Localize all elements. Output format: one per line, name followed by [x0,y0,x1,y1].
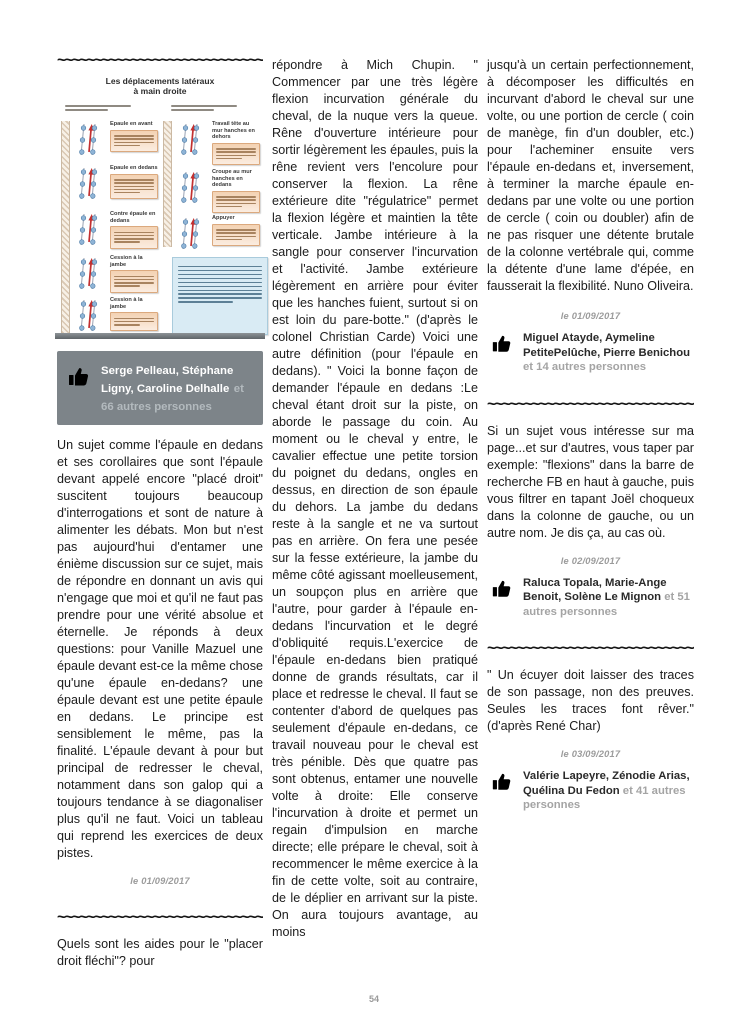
diagram-row [70,297,158,333]
likes-summary [491,769,694,813]
movement-label: Cession à la jambe [110,297,143,310]
column-1 [57,57,263,970]
article-paragraph: Un sujet comme l'épaule en dedans et ses corollaires que sont l'épaule devant appelé encore "placé droit" suscitent toujours beaucoup d'interrogations et sont de nature à alimenter les débats. Mon but n'est pas aujourd'hui d'entamer une énième discussion sur ce sujet, mais de répondre en donnant un avis qui n'engage que moi et qu'il ne faut pas prendre pour une vérité absolue et éternelle. Je réponds à deux questions: pour Vanille Mazuel une épaule devant est-ce la même chose qu'une épaule en-dedans? une épaule devant est une petite épaule en dedans. Le principe est sensiblement le même, pas la finalité. L'épaule devant à pour but principal de redresser le cheval, notamment dans son galop qui a toujours tendance à se diagonaliser plus qu'il ne faut. Voici un tableau qui reprend les exercices de deux pistes. [57,438,263,860]
article-paragraph: jusqu'à un certain perfectionnement, à décomposer les difficultés en incurvant d'abord le cheval sur une volte, ou une portion de cercle ( coin de manège, fin d'un doubler, etc.) pour l'acheminer ensuite vers l'épaule en-dedans et, inversement, à terminer la marche épaule en-dedans par une volte ou une portion de cercle ( coin ou doubler) afin de ne pas risquer une détente brutale de la colonne vertébrale qui, comme la détente d'une lame d'épée, en fausserait la flexibilité. Nuno Oliveira. [487,58,694,293]
column-2 [272,57,478,941]
likes-count: et 14 autres personnes [523,361,647,373]
movement-description-box [212,143,260,166]
diagram-row [172,215,260,251]
movement-label: Travail tête au mur hanches en dehors [212,121,255,140]
likes-count: et 41 autres personnes [523,784,686,811]
diagram-bottom-edge [55,333,265,339]
movement-label: Croupe au mur hanches en dedans [212,169,252,188]
arena-wall-right [163,121,172,247]
diagram-title: Les déplacements latéraux [105,76,215,86]
likes-summary [491,331,694,375]
column-3 [487,57,694,813]
diagram-row [70,211,158,249]
movement-label: Appuyer [212,215,235,221]
section-divider [57,57,263,65]
thumbs-up-icon [491,333,513,355]
horse-track-figure-icon [172,169,208,205]
article-paragraph: répondre à Mich Chupin. " Commencer par une très légère flexion incurvation générale du cheval, de la nuque vers la queue. Rêne d'ouverture intérieure pour sortir légèrement les épaules, puis la rêne revient vers l'encolure pour conserver la flexion. La rêne extérieure dite "régulatrice" permet la flexion légère et maintien la tête verticale. Jambe intérieure à la sangle pour conserver l'incurvation et l'activité. Jambe extérieure légèrement en arrière pour éviter que les hanches fuient, surtout si on est loin du pare-botte." (d'après le colonel Christian Carde) Voici une autre définition (pour l'épaule en dedans). " Voici la bonne façon de demander l'épaule en dedans :Le cheval étant droit sur la piste, on aborde le passage du coin. Au moment ou le cheval y entre, le cavalier effectue une petite torsion du poignet du dedans, ongles en dessus, en direction de son épaule du dehors. La jambe du dedans reste à la sangle et ne va surtout pas en arrière. On fera une pesée sur la fesse extérieure, la jambe du même côté agissant moelleusement, un soupçon plus en arrière que l'autre, pour garder à l'épaule en-dedans l'incurvation et le degré d'obliquité requis.L'exercice de l'épaule en-dedans bien pratiqué donne de grands résultats, car il place et redresse le cheval. Il faut se contenter d'abord de quelques pas seulement d'épaule en-dedans, ce travail nouveau pour le cheval est très pénible. Dès que quatre pas sont obtenus, entamer une nouvelle volte à droite: Elle conserve l'incurvation à droite et permet un regain d'impulsion en marche directe; elle prépare le cheval, soit à recommencer le même exercice à la fin de cette volte, soit au contraire, de le déplier en arrivant sur la piste. On aura toujours avantage, au moins [272,58,478,939]
movement-label: Epaule en dedans [110,165,158,171]
likes-summary [491,576,694,620]
liker-names: Raluca Topala, Marie-Ange Benoit, Solène Le Mignon [523,576,667,603]
liker-names: Miguel Atayde, Aymeline PetitePelûche, Pierre Benichou [523,332,690,359]
movement-description-box [110,174,158,200]
thumbs-up-icon [491,771,513,793]
diagram-row [70,255,158,293]
liker-names: Serge Pelleau, Stéphane Ligny, Caroline Delhalle [101,365,234,395]
movement-description-box [212,224,260,247]
diagram-row [70,165,158,201]
section-divider [487,401,694,409]
movement-description-box [110,130,158,153]
diagram-left-column-header [65,103,131,113]
movement-label: Contre épaule en dedans [110,211,156,224]
horse-track-figure-icon [70,297,106,333]
movement-description-box [212,191,260,214]
post-date: le 01/09/2017 [130,876,190,886]
horse-track-figure-icon [172,121,208,157]
horse-track-figure-icon [70,121,106,157]
movement-label: Epaule en avant [110,121,153,127]
section-divider [487,645,694,653]
likes-count: et 51 autres personnes [523,591,690,618]
page-number: 54 [368,994,379,1004]
movement-label: Cession à la jambe [110,255,143,268]
horse-track-figure-icon [70,211,106,247]
post-date: le 01/09/2017 [560,311,621,321]
diagram-row [172,169,260,213]
article-paragraph: " Un écuyer doit laisser des traces de son passage, non des preuves. Seules les traces font rêver." (d'après René Char) [487,668,694,733]
diagram-right-column-header [171,103,237,113]
post-date: le 03/09/2017 [560,749,621,759]
liker-names: Valérie Lapeyre, Zénodie Arias, Quélina Du Fedon [523,770,690,797]
post-date: le 02/09/2017 [560,555,621,566]
horse-track-figure-icon [70,165,106,201]
arena-wall-left [61,121,70,333]
diagram-row [172,121,260,165]
article-paragraph: Quels sont les aides pour le "placer droit fléchi"? pour [57,937,263,968]
likes-count: et 66 autres personnes [101,383,244,413]
diagram-note-box [172,257,268,335]
diagram-subtitle: à main droite [133,85,187,96]
diagram-row [70,121,158,157]
movement-description-box [110,312,158,331]
horse-track-figure-icon [172,215,208,251]
section-divider [57,914,263,922]
article-paragraph: Si un sujet vous intéresse sur ma page...et sur d'autres, vous taper par exemple: "flexions" dans la barre de recherche FB en haut à gauche, puis vous filtrer en tapant Joël choqueux dans la colonne de gauche, ou un autre nom. Je dis ça, au cas où. [487,423,694,540]
movement-description-box [110,226,158,249]
lateral-movements-diagram [57,77,263,339]
movement-description-box [110,270,158,293]
thumbs-up-icon [67,365,91,389]
thumbs-up-icon [491,578,513,600]
likes-summary [57,351,263,425]
horse-track-figure-icon [70,255,106,291]
